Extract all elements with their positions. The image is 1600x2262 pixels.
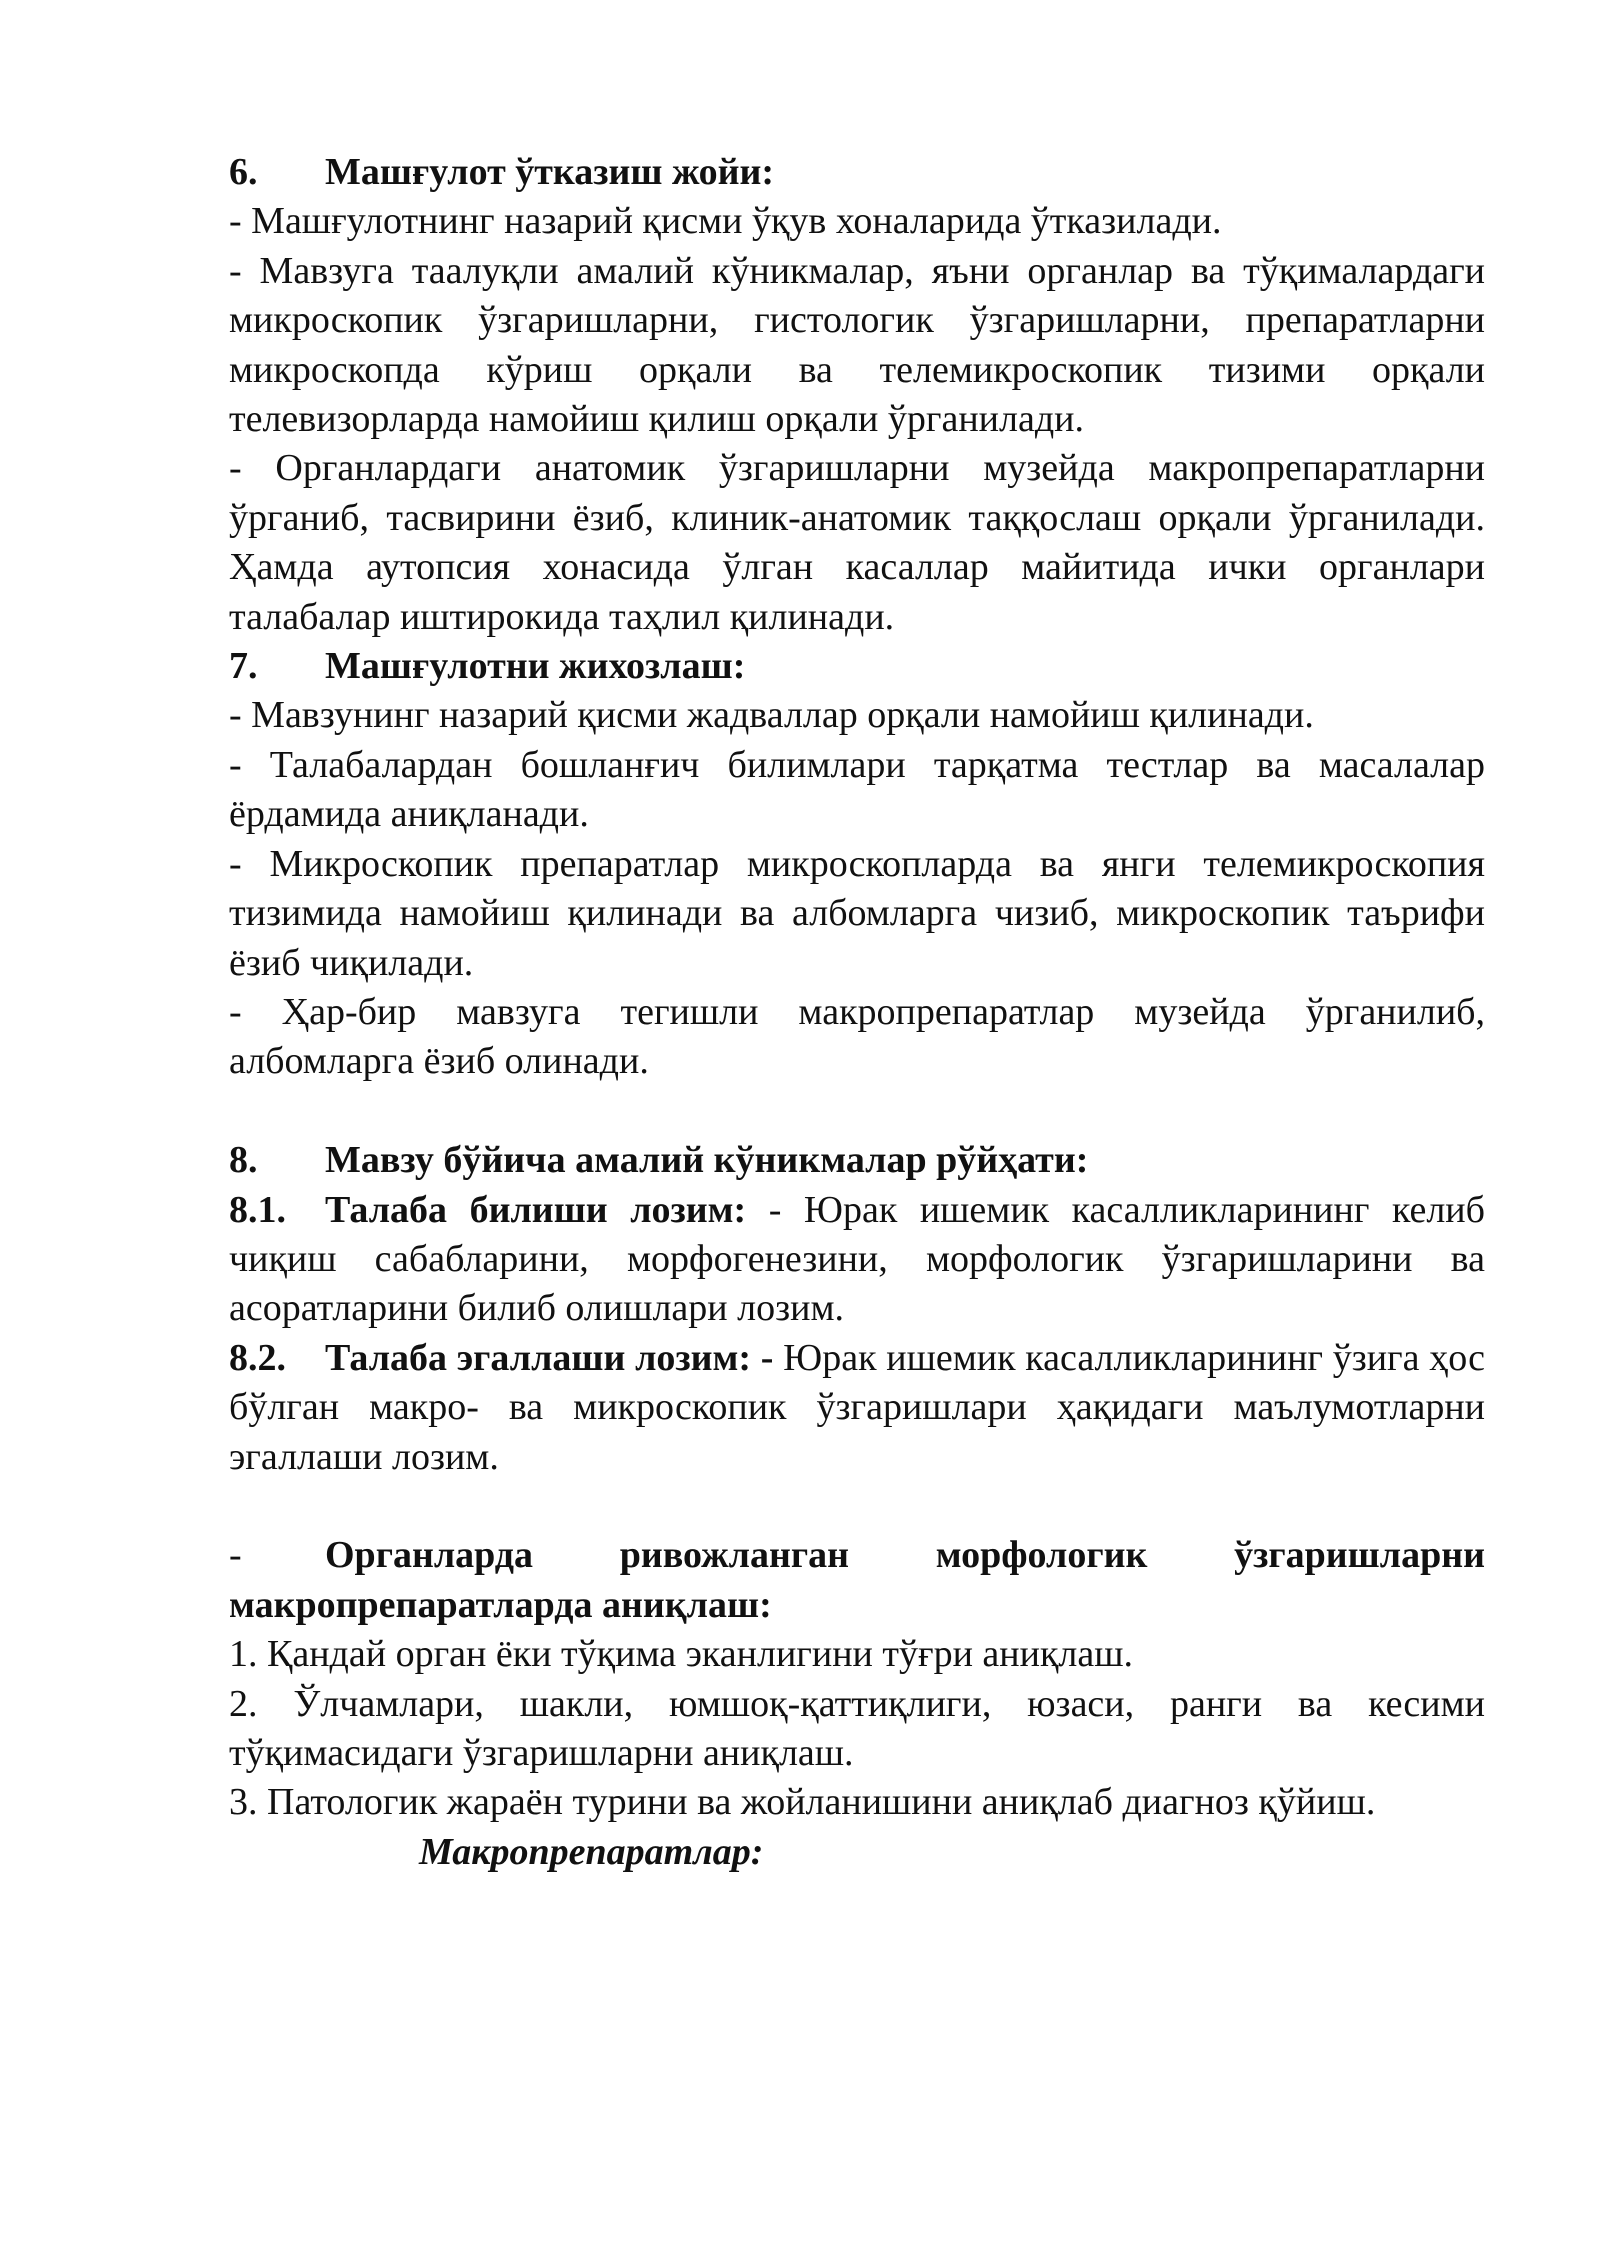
section-7-item-4: - Ҳар-бир мавзуга тегишли макропрепаратлар музейда ўрганилиб, албомларга ёзиб олинади. bbox=[229, 990, 1485, 1083]
spacer bbox=[229, 1482, 1485, 1531]
section-8-1-number: 8.1. bbox=[229, 1188, 286, 1231]
section-8-heading bbox=[229, 1136, 1485, 1185]
section-7-item-3: - Микроскопик препаратлар микроскопларда ва янги телемикроскопия тизимида намойиш қилинади ва албомларга чизиб, микроскопик таърифи ёзиб чиқилади. bbox=[229, 842, 1485, 984]
section-6-title: Машғулот ўтказиш жойи: bbox=[325, 151, 775, 193]
section-8-number: 8. bbox=[229, 1139, 258, 1182]
section-8-title: Мавзу бўйича амалий кўникмалар рўйҳати: bbox=[325, 1139, 1089, 1182]
section-8-2 bbox=[229, 1334, 1485, 1482]
section-8-1-label: Талаба билиши лозим: bbox=[325, 1188, 747, 1231]
section-6-item-1: - Машғулотнинг назарий қисми ўқув хоналарида ўтказилади. bbox=[229, 200, 1222, 243]
section-8-2-text: Юрак ишемик касалликларининг ўзига ҳос бўлган макро- ва микроскопик ўзгаришлари ҳақидаги маълумотларни эгаллаши лозим. bbox=[229, 1336, 1485, 1478]
section-7-title: Машғулотни жихозлаш: bbox=[325, 645, 746, 688]
macro-item-2: 2. Ўлчамлари, шакли, юмшоқ-қаттиқлиги, юзаси, ранги ва кесими тўқимасидаги ўзгаришларни аниқлаш. bbox=[229, 1682, 1485, 1774]
macro-heading bbox=[229, 1531, 1485, 1630]
section-7-item-2: - Талабалардан бошланғич билимлари тарқатма тестлар ва масалалар ёрдамида аниқланади. bbox=[229, 743, 1485, 836]
section-8-2-number: 8.2. bbox=[229, 1336, 286, 1379]
section-6-item-3: - Органлардаги анатомик ўзгаришларни музейда макропрепаратларни ўрганиб, тасвирини ёзиб, клиник-анатомик таққослаш орқали ўрганилади. Ҳамда аутопсия хонасида ўлган касаллар майитида ички органлари талабалар иштирокида таҳлил қилинади. bbox=[229, 447, 1485, 638]
macro-item-3: 3. Патологик жараён турини ва жойланишини аниқлаб диагноз қўйиш. bbox=[229, 1781, 1376, 1824]
section-8-1 bbox=[229, 1186, 1485, 1334]
section-7-heading bbox=[229, 642, 1485, 691]
section-6-heading bbox=[229, 148, 1485, 197]
section-8-1-text: - Юрак ишемик касалликларининг келиб чиқиш сабабларини, морфогенезини, морфологик ўзгаришларини ва асоратларини билиб олишлари лозим. bbox=[229, 1188, 1485, 1330]
section-7-number: 7. bbox=[229, 645, 258, 688]
macro-heading-dash: - bbox=[229, 1534, 242, 1577]
section-7-item-1: - Мавзунинг назарий қисми жадваллар орқали намойиш қилинади. bbox=[229, 694, 1314, 737]
section-6-item-2: - Мавзуга таалуқли амалий кўникмалар, яъни органлар ва тўқималардаги микроскопик ўзгаришларни, гистологик ўзгаришларни, препаратларни микроскопда кўриш орқали ва телемикроскопик тизими орқали телевизорларда намойиш қилиш орқали ўрганилади. bbox=[229, 249, 1485, 441]
spacer bbox=[229, 1087, 1485, 1136]
document-page bbox=[229, 148, 1485, 1877]
macro-heading-title: Органларда ривожланган морфологик ўзгаришларни макропрепаратларда аниқлаш: bbox=[229, 1534, 1485, 1626]
macro-item-1: 1. Қандай орган ёки тўқима эканлигини тўғри аниқлаш. bbox=[229, 1633, 1134, 1676]
macro-subheading: Макропрепаратлар: bbox=[419, 1830, 764, 1873]
section-8-2-label: Талаба эгаллаши лозим: - bbox=[325, 1336, 774, 1379]
section-6-number: 6. bbox=[229, 151, 258, 193]
